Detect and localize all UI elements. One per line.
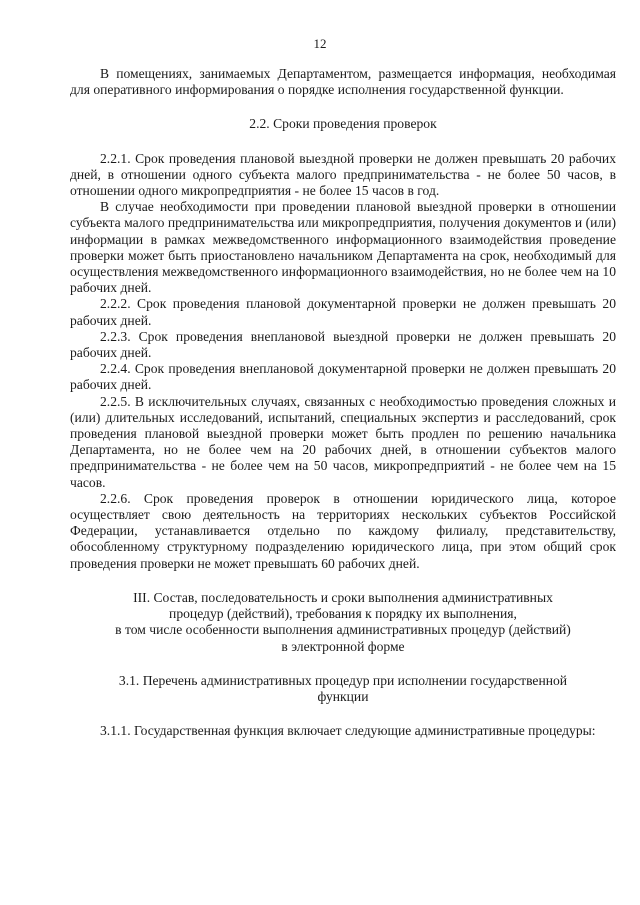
paragraph-2-2-2: 2.2.2. Срок проведения плановой документарной проверки не должен превышать 20 рабочих дней. [70,296,616,328]
paragraph-2-2-1b: В случае необходимости при проведении плановой выездной проверки в отношении субъекта малого предпринимательства или микропредприятия, получения документов и (или) информации в рамках межведомственного информационного взаимодействия проведение проверки может быть приостановлено начальником Департамента на срок, необходимый для осуществления межведомственного информационного взаимодействия, но не более чем на 10 рабочих дней. [70,199,616,296]
heading-3-line: III. Состав, последовательность и сроки выполнения административных [133,589,553,605]
paragraph-2-2-5: 2.2.5. В исключительных случаях, связанных с необходимостью проведения сложных и (или) длительных исследований, испытаний, специальных экспертиз и расследований, срок проведения плановой выездной проверки может быть продлен по решению начальника Департамента, но не более чем на 20 рабочих дней, в отношении субъектов малого предпринимательства - не более чем на 50 часов, микропредприятий - не более чем на 15 часов. [70,393,616,490]
page-number: 12 [313,36,327,51]
heading-2-2: 2.2. Сроки проведения проверок [249,116,437,132]
heading-3-line: в том числе особенности выполнения административных процедур (действий) [115,622,571,638]
paragraph-2-2-3: 2.2.3. Срок проведения внеплановой выездной проверки не должен превышать 20 рабочих дней. [70,328,616,361]
heading-3-line: в электронной форме [281,638,405,654]
paragraph-2-2-1: 2.2.1. Срок проведения плановой выездной проверки не должен превышать 20 рабочих дней, в отношении одного субъекта малого предпринимательства - не более 50 часов, в отношении одного микропредприятия - не более 15 часов в год. [70,150,616,199]
paragraph-2-2-4: 2.2.4. Срок проведения внеплановой документарной проверки не должен превышать 20 рабочих дней. [70,361,616,393]
heading-3-1-line: функции [317,688,369,704]
section-heading-3-1 [70,673,616,705]
heading-3-line: процедур (действий), требования к порядку их выполнения, [169,606,517,622]
paragraph-intro: В помещениях, занимаемых Департаментом, размещается информация, необходимая для оперативного информирования о порядке исполнения государственной функции. [70,66,616,98]
paragraph-2-2-6: 2.2.6. Срок проведения проверок в отношении юридического лица, которое осуществляет свою деятельность на территориях нескольких субъектов Российской Федерации, устанавливается отдельно по каждому филиалу, представительству, обособленному структурному подразделению юридического лица, при этом общий срок проведения проверки не может превышать 60 рабочих дней. [70,490,616,571]
paragraph-3-1-1: 3.1.1. Государственная функция включает следующие административные процедуры: [100,723,596,739]
heading-3-1-line: 3.1. Перечень административных процедур при исполнении государственной [118,672,568,688]
section-heading-3 [70,590,616,655]
document-body [70,66,616,739]
